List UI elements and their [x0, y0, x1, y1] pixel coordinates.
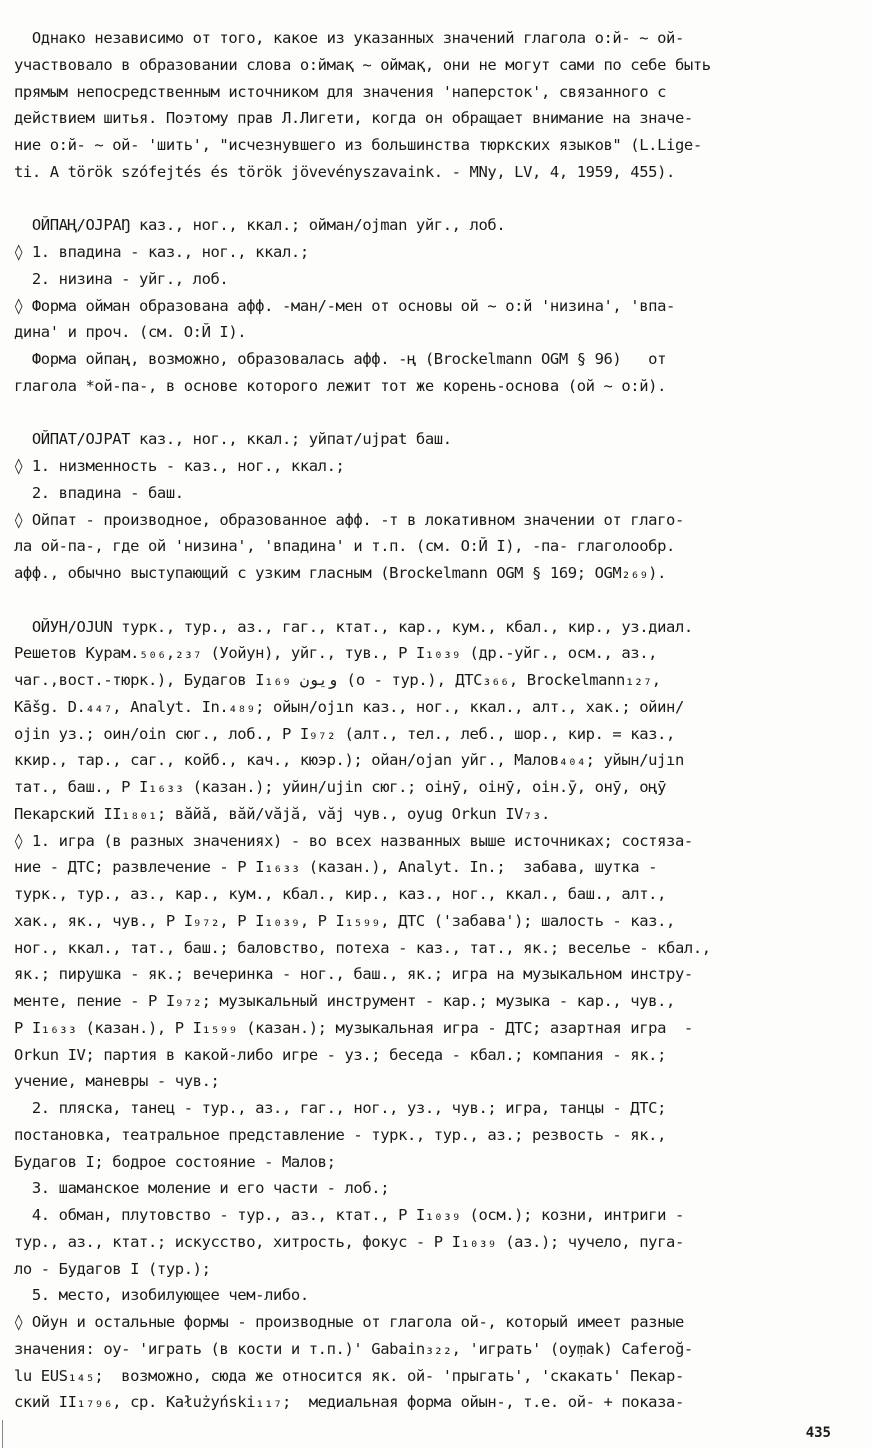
page-number: 435	[805, 1425, 831, 1441]
text-line: ◊ 1. игра (в разных значениях) - во всех названных выше источниках; состяза-	[14, 831, 693, 850]
text-line: ◊ Форма ойман образована афф. -ман/-мен от основы ой ~ о:й 'низина', 'впа-	[14, 296, 675, 315]
text-line: ОЙПАТ/OJPAT каз., ног., ккал.; уйпат/ujpat баш.	[14, 430, 452, 449]
text-line: участвовало в образовании слова о:ймақ ~ оймақ, они не могут сами по себе быть	[14, 55, 711, 74]
text-line: учение, маневры - чув.;	[14, 1072, 220, 1091]
text-line: ног., ккал., тат., баш.; баловство, потеха - каз., тат., як.; веселье - кбал.,	[14, 938, 711, 957]
text-line: значения: oy- 'играть (в кости и т.п.)' Gabain₃₂₂, 'играть' (oyṃak) Caferoğ-	[14, 1339, 693, 1358]
text-line: ◊ 1. впадина - каз., ног., ккал.;	[14, 243, 309, 261]
text-line: Форма ойпаң, возможно, образовалась афф. -ң (Brockelmann OGM § 96) от	[14, 350, 667, 368]
text-line: дина' и проч. (см. О:Й I).	[14, 323, 247, 342]
text-line: Orkun IV; партия в какой-либо игре - уз.; беседа - кбал.; компания - як.;	[14, 1045, 667, 1064]
left-margin-mark	[2, 1420, 3, 1448]
text-line: ◊ Ойун и остальные формы - производные от глагола ой-, который имеет разные	[14, 1313, 684, 1331]
text-line: 5. место, изобилующее чем-либо.	[14, 1286, 309, 1305]
text-line: ojin уз.; оин/oin сюг., лоб., Р I₉₇₂ (алт., тел., леб., шор., кир. = каз.,	[14, 724, 675, 743]
text-line: Kāšg. D.₄₄₇, Analyt. In.₄₈₉; ойын/ojın каз., ног., ккал., алт., хак.; ойин/	[14, 697, 684, 716]
text-line: турк., тур., аз., кар., кум., кбал., кир., каз., ног., ккал., баш., алт.,	[14, 885, 667, 903]
text-line: действием шитья. Поэтому прав Л.Лигети, когда он обращает внимание на значе-	[14, 109, 693, 128]
text-line: Однако независимо от того, какое из указанных значений глагола о:й- ~ ой-	[14, 29, 684, 47]
text-line: 4. обман, плутовство - тур., аз., ктат., Р I₁₀₃₉ (осм.); козни, интриги -	[14, 1206, 684, 1224]
text-line: ло - Будагов I (тур.);	[14, 1259, 211, 1278]
text-line: 2. пляска, танец - тур., аз., гаг., ног., уз., чув.; игра, танцы - ДТС;	[14, 1099, 667, 1117]
text-line: 2. низина - уйг., лоб.	[14, 269, 229, 288]
text-line: як.; пирушка - як.; вечеринка - ног., баш., як.; игра на музыкальном инстру-	[14, 965, 693, 984]
text-line: менте, пение - Р I₉₇₂; музыкальный инструмент - кар.; музыка - кар., чув.,	[14, 992, 675, 1010]
text-line: тат., баш., Р I₁₆₃₃ (казан.); уйин/ujin сюг.; оінӯ, оінӯ, оін.ȳ, онӯ, оңӯ	[14, 778, 667, 796]
text-line: ti. A török szófejtés és török jövevényszavaink. - MNy, LV, 4, 1959, 455).	[14, 162, 675, 181]
text-line: ◊ Ойпат - производное, образованное афф. -т в локативном значении от глаго-	[14, 510, 684, 529]
text-line: ла ой-па-, где ой 'низина', 'впадина' и т.п. (см. О:Й I), -па- глаголообр.	[14, 537, 675, 556]
text-line: чаг.,вост.-тюрк.), Будагов I₁₆₉ ويون (о - тур.), ДТС₃₆₆, Brockelmann₁₂₇,	[14, 671, 661, 689]
text-line: тур., аз., ктат.; искусство, хитрость, фокус - Р I₁₀₃₉ (аз.); чучело, пуга-	[14, 1232, 684, 1251]
text-line: Решетов Курам.₅₀₆,₂₃₇ (Уойун), уйг., тув., Р I₁₀₃₉ (др.-уйг., осм., аз.,	[14, 644, 658, 663]
text-line: ОЙПАҢ/OJPAŊ каз., ног., ккал.; ойман/ojman уйг., лоб.	[14, 216, 506, 235]
text-line: Р I₁₆₃₃ (казан.), Р I₁₅₉₉ (казан.); музыкальная игра - ДТС; азартная игра -	[14, 1018, 693, 1037]
text-line: lu EUS₁₄₅; возможно, сюда же относится як. ой- 'прыгать', 'скакать' Пекар-	[14, 1366, 684, 1385]
text-line: ние о:й- ~ ой- 'шить', "исчезнувшего из большинства тюркских языков" (L.Lige-	[14, 136, 702, 154]
text-line: ккир., тар., саг., койб., кач., кюэр.); ойан/ojan уйг., Малов₄₀₄; уйын/ujın	[14, 751, 684, 770]
text-line: афф., обычно выступающий с узким гласным (Brockelmann OGM § 169; OGM₂₆₉).	[14, 564, 667, 582]
text-line: 3. шаманское моление и его части - лоб.;	[14, 1179, 390, 1198]
text-line: 2. впадина - баш.	[14, 483, 184, 502]
text-line: ОЙУН/OJUN турк., тур., аз., гаг., ктат., кар., кум., кбал., кир., уз.диал.	[14, 617, 693, 636]
text-line: глагола *ой-па-, в основе которого лежит тот же корень-основа (ой ~ о:й).	[14, 376, 667, 395]
text-line: постановка, театральное представление - турк., тур., аз.; резвость - як.,	[14, 1125, 667, 1144]
text-line: хак., як., чув., Р I₉₇₂, Р I₁₀₃₉, Р I₁₅₉₉, ДТС ('забава'); шалость - каз.,	[14, 911, 675, 930]
text-line: Пекарский II₁₈₀₁; вӑйӑ, вӑй/vӑjӑ, vӑj чув., oyug Orkun IV₇₃.	[14, 804, 550, 823]
text-line: Будагов I; бодрое состояние - Малов;	[14, 1152, 336, 1171]
text-line: ◊ 1. низменность - каз., ног., ккал.;	[14, 457, 345, 475]
text-line: ский II₁₇₉₆, ср. Kałużyński₁₁₇; медиальная форма ойын-, т.е. ой- + показа-	[14, 1393, 684, 1412]
text-line: ние - ДТС; развлечение - Р I₁₆₃₃ (казан.), Analyt. In.; забава, шутка -	[14, 858, 658, 877]
text-line: прямым непосредственным источником для значения 'наперсток', связанного с	[14, 82, 667, 101]
